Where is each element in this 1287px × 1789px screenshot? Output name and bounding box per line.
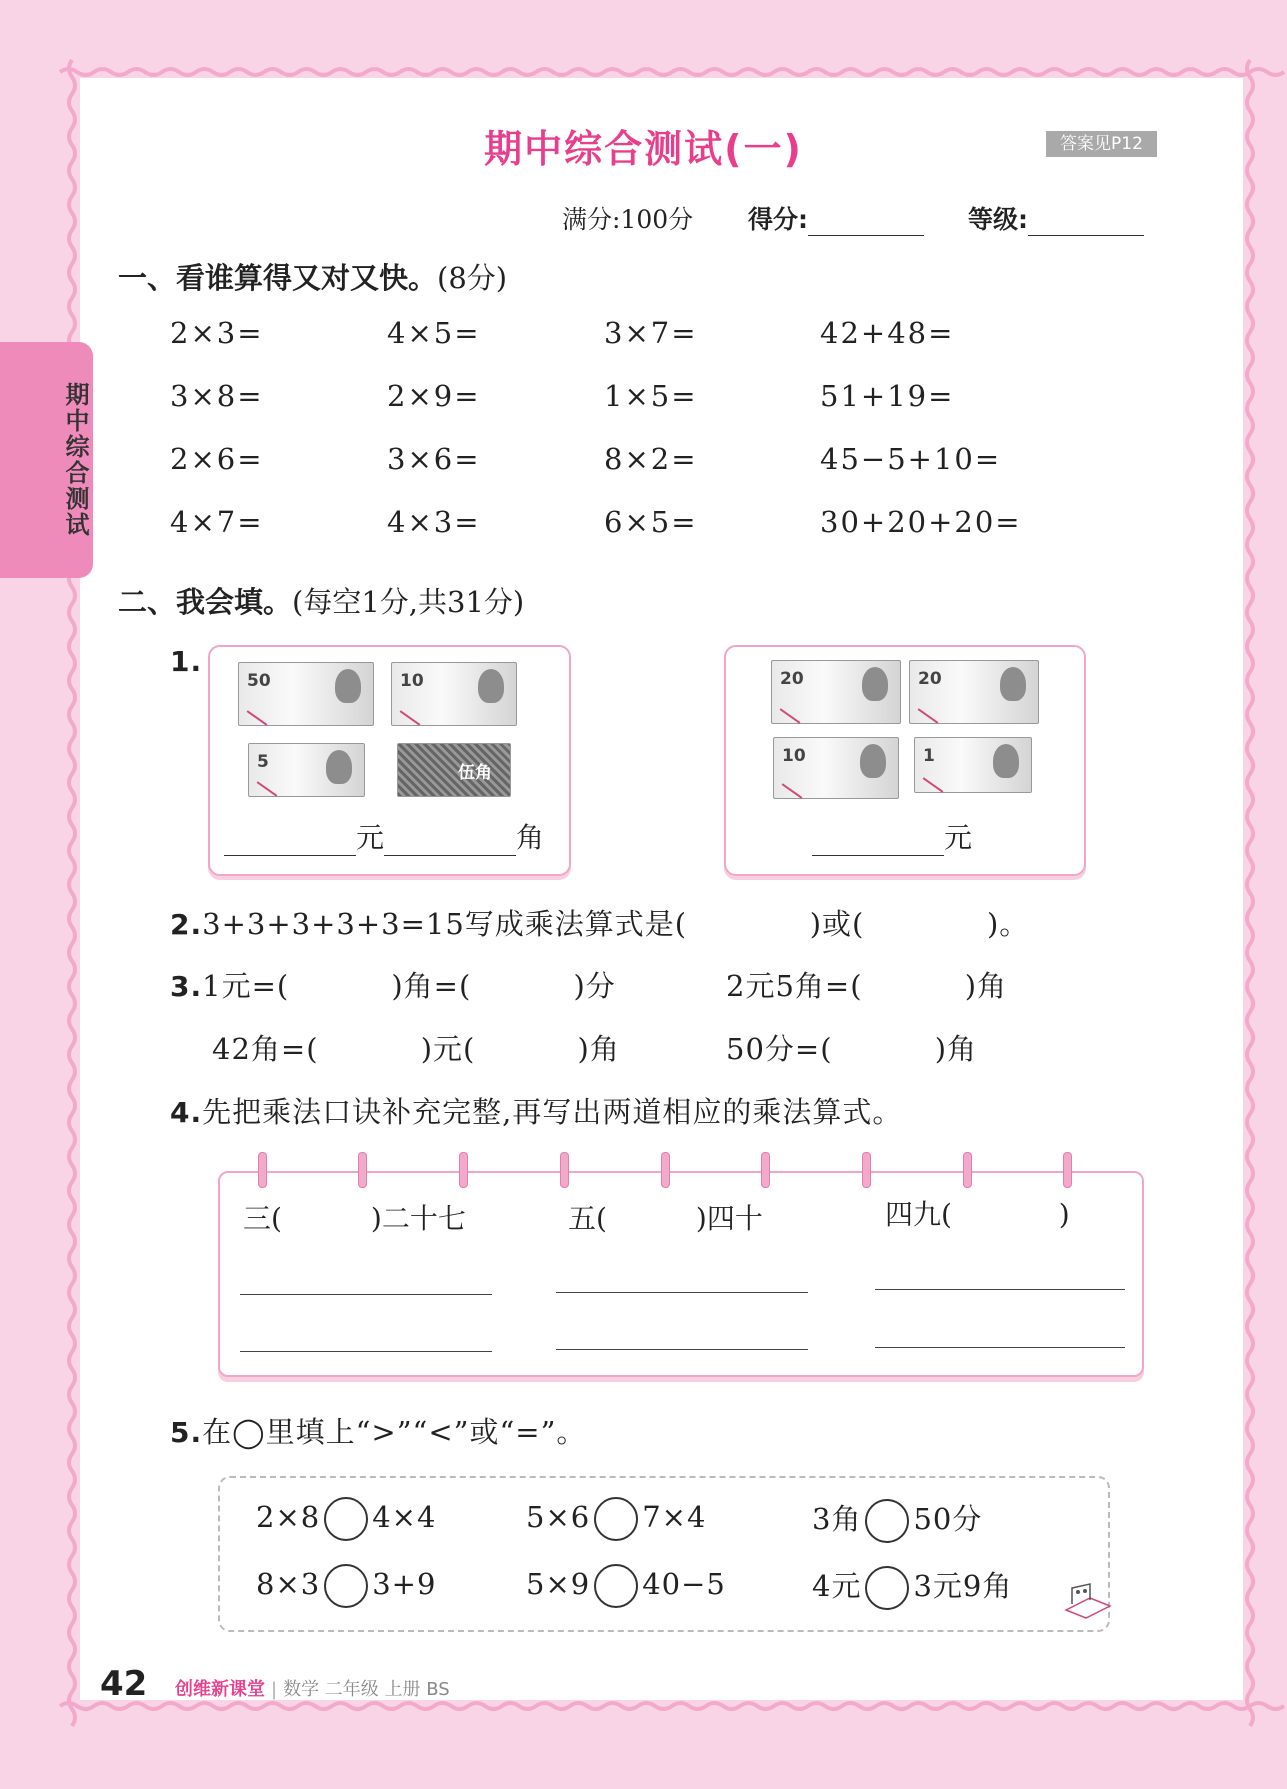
page-number: 42 (100, 1664, 148, 1704)
calculation-item[interactable]: 2×6= (170, 442, 264, 476)
calculation-item[interactable]: 45−5+10= (820, 442, 1002, 476)
q3-line1-left[interactable]: 3.1元=( )角=( )分 (170, 969, 616, 1003)
compare-circle[interactable] (865, 1566, 909, 1610)
score-field[interactable] (748, 200, 924, 236)
q3-line1-right[interactable]: 2元5角=( )角 (726, 969, 1008, 1003)
q1-box2-answer[interactable]: 元 (812, 816, 972, 856)
answer-line[interactable] (875, 1289, 1125, 1290)
rhyme-3[interactable]: 四九( ) (885, 1198, 1070, 1231)
calculation-item[interactable]: 2×9= (387, 379, 481, 413)
calculation-item[interactable]: 3×6= (387, 442, 481, 476)
banknote-10: 10 (391, 662, 517, 726)
calculation-item[interactable]: 4×3= (387, 505, 481, 539)
binder-ring (963, 1152, 972, 1188)
rhyme-1[interactable]: 三( )二十七 (243, 1202, 466, 1235)
calculation-item[interactable]: 4×5= (387, 316, 481, 350)
book-doodle-icon (1060, 1580, 1116, 1624)
binder-ring (459, 1152, 468, 1188)
banknote-10-b: 10 (773, 737, 899, 799)
binder-ring (862, 1152, 871, 1188)
answer-line[interactable] (875, 1347, 1125, 1348)
binder-ring (258, 1152, 267, 1188)
q1-box1-answer[interactable]: 元 角 (224, 816, 544, 856)
answer-line[interactable] (556, 1349, 808, 1350)
answer-line[interactable] (240, 1351, 492, 1352)
section1-heading: 一、看谁算得又对又快。(8分) (118, 261, 508, 295)
page-title: 期中综合测试(一) (484, 127, 803, 171)
q2[interactable]: 2.3+3+3+3+3=15写成乘法算式是( )或( )。 (170, 907, 1030, 941)
q3-line2-left[interactable]: 42角=( )元( )角 (212, 1032, 620, 1066)
q5-prompt: 5.在◯里填上“>”“<”或“=”。 (170, 1415, 587, 1449)
binder-ring (560, 1152, 569, 1188)
compare-circle[interactable] (324, 1497, 368, 1541)
calculation-item[interactable]: 3×8= (170, 379, 264, 413)
grade-label: 等级: (968, 205, 1028, 234)
calculation-item[interactable]: 4×7= (170, 505, 264, 539)
banknote-1: 1 (914, 737, 1032, 793)
compare-circle[interactable] (865, 1499, 909, 1543)
q3-line2-right[interactable]: 50分=( )角 (726, 1032, 978, 1066)
answer-reference-badge: 答案见P12 (1046, 131, 1157, 157)
binder-ring (761, 1152, 770, 1188)
q4-prompt: 4.先把乘法口诀补充完整,再写出两道相应的乘法算式。 (170, 1095, 903, 1129)
compare-item: 2×8 4×4 (256, 1497, 436, 1541)
yuan-blank-2[interactable] (812, 831, 944, 856)
binder-ring (661, 1152, 670, 1188)
q1-number: 1. (170, 645, 203, 678)
binder-ring (358, 1152, 367, 1188)
compare-circle[interactable] (324, 1564, 368, 1608)
binder-ring (1063, 1152, 1072, 1188)
grade-field[interactable] (968, 200, 1144, 236)
section2-heading: 二、我会填。(每空1分,共31分) (118, 585, 525, 619)
calculation-item[interactable]: 1×5= (604, 379, 698, 413)
answer-line[interactable] (556, 1292, 808, 1293)
calculation-item[interactable]: 6×5= (604, 505, 698, 539)
compare-item: 8×3 3+9 (256, 1564, 436, 1608)
compare-item: 4元 3元9角 (812, 1564, 1012, 1610)
calculation-item[interactable]: 8×2= (604, 442, 698, 476)
yuan-blank[interactable] (224, 831, 356, 856)
score-blank[interactable] (808, 211, 924, 236)
footer-info: 创维新课堂 | 数学 二年级 上册 BS (175, 1679, 450, 1700)
banknote-5: 5 (248, 743, 365, 797)
jiao-blank[interactable] (384, 831, 516, 856)
calculation-item[interactable]: 3×7= (604, 316, 698, 350)
rhyme-2[interactable]: 五( )四十 (568, 1202, 763, 1235)
compare-circle[interactable] (594, 1564, 638, 1608)
calculation-item[interactable]: 2×3= (170, 316, 264, 350)
banknote-50: 50 (238, 662, 374, 726)
banknote-20-a: 20 (771, 660, 901, 724)
compare-item: 5×9 40−5 (526, 1564, 726, 1608)
calculation-item[interactable]: 51+19= (820, 379, 955, 413)
calculation-item[interactable]: 42+48= (820, 316, 955, 350)
banknote-20-b: 20 (909, 660, 1039, 724)
side-chapter-tab-label: 期中综合测试 (61, 382, 89, 538)
answer-line[interactable] (240, 1294, 492, 1295)
full-score-label: 满分:100分 (562, 205, 694, 234)
grade-blank[interactable] (1028, 211, 1144, 236)
banknote-5-jiao: 伍角 (397, 743, 511, 797)
compare-item: 5×6 7×4 (526, 1497, 706, 1541)
compare-circle[interactable] (594, 1497, 638, 1541)
compare-item: 3角 50分 (812, 1497, 982, 1543)
calculation-item[interactable]: 30+20+20= (820, 505, 1022, 539)
score-label: 得分: (748, 205, 808, 234)
